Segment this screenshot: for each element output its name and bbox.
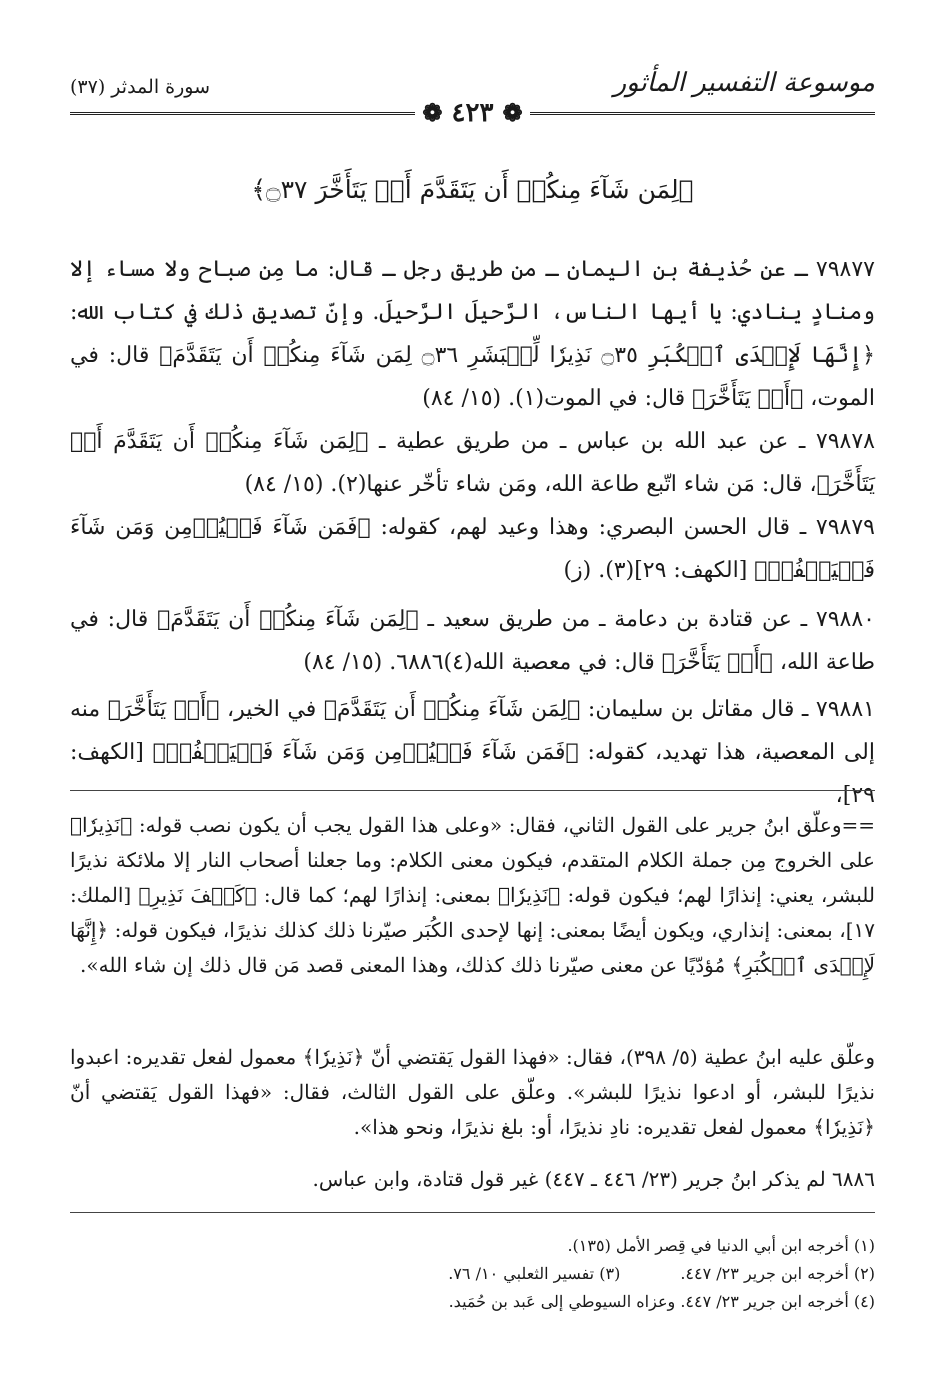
- ornament-icon: ❁: [422, 98, 443, 127]
- surah-label: سورة المدثر (٣٧): [70, 76, 210, 98]
- footnote: (٢) أخرجه ابن جرير ٢٣/ ٤٤٧.: [680, 1264, 875, 1283]
- header-rule-right: [530, 112, 875, 115]
- page-number-text: ٤٢٣: [451, 98, 494, 128]
- hadith-entry: ٧٩٨٧٧ ـ عن حُذيفة بن اليمان ـ من طريق رجل ـ قال: ما مِن صباح ولا مساء إلا ومنادٍ ينادي: يا أيها الناس، الرَّحيلَ الرَّحيلَ. وإنّ تصديق ذلك في كتاب الله: ﴿إِنَّهَا لَإِحۡدَى ٱلۡكُبَرِ ۝٣٥ نَذِيرٗا لِّلۡبَشَرِ ۝٣٦ لِمَن شَآءَ مِنكُمۡ أَن يَتَقَدَّمَ﴾ قال: في الموت، ﴿أَوۡ يَتَأَخَّرَ﴾ قال: في الموت(١). (١٥/ ٨٤): [70, 257, 875, 411]
- hadith-entry: ٧٩٨٧٨ ـ عن عبد الله بن عباس ـ من طريق عطية ـ ﴿لِمَن شَآءَ مِنكُمۡ أَن يَتَقَدَّمَ أَوۡ يَتَأَخَّرَ﴾، قال: مَن شاء اتّبع طاعة الله، ومَن شاء تأخّر عنها(٢). (١٥/ ٨٤): [70, 429, 875, 497]
- quran-verse-heading: ﴿لِمَن شَآءَ مِنكُمۡ أَن يَتَقَدَّمَ أَوۡ يَتَأَخَّرَ ۝٣٧﴾: [251, 175, 694, 204]
- hadith-entry: ٧٩٨٧٩ ـ قال الحسن البصري: وهذا وعيد لهم، كقوله: ﴿فَمَن شَآءَ فَلۡيُؤۡمِن وَمَن شَآءَ فَلۡيَكۡفُرۡ﴾ [الكهف: ٢٩](٣). (ز): [70, 515, 875, 583]
- ornament-icon: ❁: [502, 98, 523, 127]
- footnote-row: [70, 1260, 875, 1288]
- commentary-note: ==وعلّق ابنُ جرير على القول الثاني، فقال: «وعلى هذا القول يجب أن يكون نصب قوله: ﴿نَذِيرٗا﴾ على الخروج مِن جملة الكلام المتقدم، فيكون معنى الكلام: وما جعلنا أصحاب النار إلا ملائكة نذيرًا للبشر، يعني: إنذارًا لهم؛ فيكون قوله: ﴿نَذِيرٗا﴾ بمعنى: إنذارًا لهم؛ كما قال: ﴿كَيۡفَ نَذِيرِ﴾ [الملك: ١٧]، بمعنى: إنذاري، ويكون أيضًا بمعنى: إنها لإحدى الكُبَر صيّرنا ذلك كذلك نذيرًا، فيكون قوله: ﴿إِنَّهَا لَإِحۡدَى ٱلۡكُبَرِ﴾ مُؤدّيًا عن معنى صيّرنا ذلك كذلك، وهذا المعنى قصد مَن قال ذلك إن شاء الله».: [70, 813, 875, 977]
- section-divider: [70, 790, 875, 791]
- hadith-entry: ٧٩٨٨١ ـ قال مقاتل بن سليمان: ﴿لِمَن شَآءَ مِنكُمۡ أَن يَتَقَدَّمَ﴾ في الخير، ﴿أَوۡ يَتَأَخَّرَ﴾ منه إلى المعصية، هذا تهديد، كقوله: ﴿فَمَن شَآءَ فَلۡيُؤۡمِن وَمَن شَآءَ فَلۡيَكۡفُرۡ﴾ [الكهف: ٢٩]،: [70, 697, 875, 808]
- footnote-divider: [70, 1212, 875, 1213]
- page-number: [422, 98, 522, 128]
- footnote: (٣) تفسير الثعلبي ١٠/ ٧٦.: [448, 1264, 621, 1283]
- commentary-note: ٦٨٨٦ لم يذكر ابنُ جرير (٢٣/ ٤٤٦ ـ ٤٤٧) غير قول قتادة، وابن عباس.: [312, 1167, 875, 1191]
- footnotes: [70, 1232, 875, 1316]
- commentary-note: وعلّق عليه ابنُ عطية (٥/ ٣٩٨)، فقال: «فهذا القول يَقتضي أنّ ﴿نَذِيرٗا﴾ معمول لفعل تقديره: اعبدوا نذيرًا للبشر، أو ادعوا نذيرًا للبشر». وعلّق على القول الثالث، فقال: «فهذا القول يَقتضي أنّ ﴿نَذِيرٗا﴾ معمول لفعل تقديره: نادِ نذيرًا، أو: بلغ نذيرًا، ونحو هذا».: [70, 1045, 875, 1139]
- hadith-entry: ٧٩٨٨٠ ـ عن قتادة بن دعامة ـ من طريق سعيد ـ ﴿لِمَن شَآءَ مِنكُمۡ أَن يَتَقَدَّمَ﴾ قال: في طاعة الله، ﴿أَوۡ يَتَأَخَّرَ﴾ قال: في معصية الله(٤)٦٨٨٦. (١٥/ ٨٤): [70, 607, 875, 675]
- footnote: (٤) أخرجه ابن جرير ٢٣/ ٤٤٧. وعزاه السيوطي إلى عَبد بن حُمَيد.: [448, 1292, 875, 1311]
- book-title: موسوعة التفسير المأثور: [613, 68, 875, 98]
- page-header: [70, 68, 875, 128]
- header-rule-left: [70, 112, 415, 115]
- footnote: (١) أخرجه ابن أبي الدنيا في قِصر الأمل (١٣٥).: [567, 1236, 875, 1255]
